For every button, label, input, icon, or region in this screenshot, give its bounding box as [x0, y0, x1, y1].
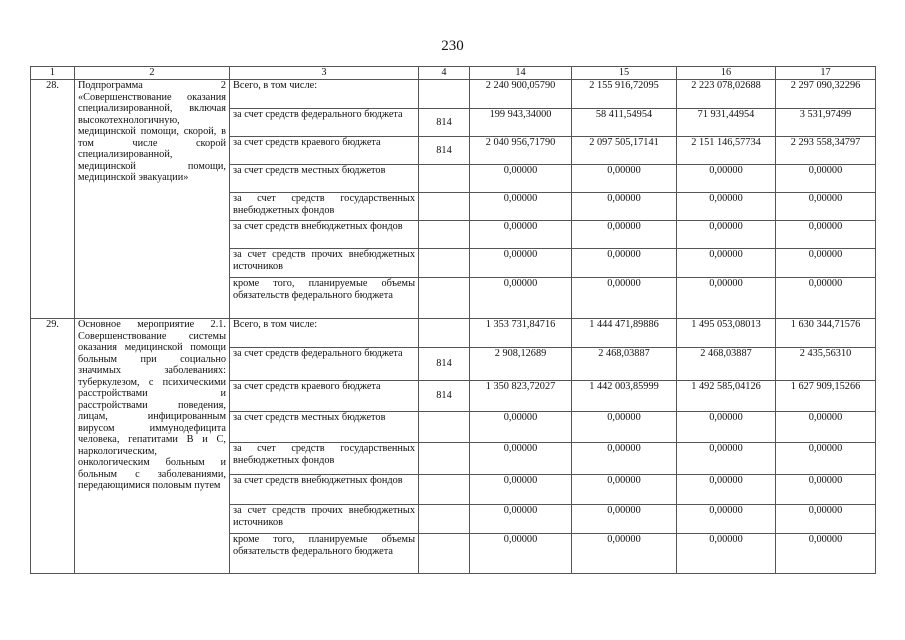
value-cell: 1 492 585,04126 [677, 381, 776, 412]
header-cell: 16 [677, 67, 776, 80]
page-number: 230 [441, 38, 464, 54]
value-cell: 0,00000 [776, 165, 876, 193]
row-number: 28. [31, 80, 75, 319]
value-cell: 0,00000 [776, 278, 876, 319]
program-name: Подпрограмма 2 «Совершенствование оказания специализированной, включая высокотехнологичную, медицинской помощи, скорой, в том числе скорой специализированной, медицинской помощи, медицинской эвакуации» [75, 80, 230, 319]
value-cell: 2 097 505,17141 [572, 137, 677, 165]
value-cell: 1 627 909,15266 [776, 381, 876, 412]
header-cell: 2 [75, 67, 230, 80]
value-cell: 0,00000 [470, 193, 572, 221]
value-cell: 0,00000 [572, 534, 677, 574]
value-cell: 2 223 078,02688 [677, 80, 776, 109]
value-cell: 1 630 344,71576 [776, 319, 876, 348]
funding-source: за счет средств федерального бюджета [230, 348, 419, 381]
budget-code [419, 165, 470, 193]
funding-source: за счет средств государственных внебюджетных фондов [230, 193, 419, 221]
budget-code [419, 221, 470, 249]
value-cell: 0,00000 [572, 221, 677, 249]
value-cell: 2 155 916,72095 [572, 80, 677, 109]
budget-code [419, 193, 470, 221]
header-cell: 17 [776, 67, 876, 80]
value-cell: 2 040 956,71790 [470, 137, 572, 165]
value-cell: 2 297 090,32296 [776, 80, 876, 109]
value-cell: 0,00000 [677, 505, 776, 534]
value-cell: 2 293 558,34797 [776, 137, 876, 165]
budget-code: 814 [419, 137, 470, 165]
value-cell: 2 908,12689 [470, 348, 572, 381]
value-cell: 0,00000 [776, 193, 876, 221]
funding-source: Всего, в том числе: [230, 80, 419, 109]
value-cell: 0,00000 [776, 475, 876, 505]
funding-source: кроме того, планируемые объемы обязательств федерального бюджета [230, 534, 419, 574]
header-cell: 3 [230, 67, 419, 80]
value-cell: 0,00000 [776, 221, 876, 249]
value-cell: 1 350 823,72027 [470, 381, 572, 412]
budget-code [419, 80, 470, 109]
value-cell: 0,00000 [572, 505, 677, 534]
value-cell: 0,00000 [470, 505, 572, 534]
value-cell: 2 468,03887 [572, 348, 677, 381]
value-cell: 1 444 471,89886 [572, 319, 677, 348]
funding-source: за счет средств государственных внебюджетных фондов [230, 443, 419, 475]
value-cell: 0,00000 [470, 475, 572, 505]
value-cell: 0,00000 [677, 475, 776, 505]
header-cell: 15 [572, 67, 677, 80]
value-cell: 0,00000 [677, 412, 776, 443]
value-cell: 0,00000 [677, 534, 776, 574]
value-cell: 0,00000 [572, 412, 677, 443]
value-cell: 2 435,56310 [776, 348, 876, 381]
budget-table [30, 66, 876, 574]
funding-source: за счет средств прочих внебюджетных источников [230, 505, 419, 534]
value-cell: 0,00000 [677, 443, 776, 475]
value-cell: 0,00000 [470, 165, 572, 193]
header-cell: 14 [470, 67, 572, 80]
value-cell: 0,00000 [470, 278, 572, 319]
budget-code [419, 249, 470, 278]
value-cell: 0,00000 [677, 278, 776, 319]
funding-source: за счет средств краевого бюджета [230, 137, 419, 165]
budget-code: 814 [419, 348, 470, 381]
value-cell: 0,00000 [572, 475, 677, 505]
budget-code [419, 475, 470, 505]
value-cell: 2 240 900,05790 [470, 80, 572, 109]
funding-source: за счет средств внебюджетных фондов [230, 221, 419, 249]
funding-source: за счет средств местных бюджетов [230, 165, 419, 193]
value-cell: 0,00000 [776, 534, 876, 574]
value-cell: 0,00000 [677, 221, 776, 249]
header-cell: 4 [419, 67, 470, 80]
header-cell: 1 [31, 67, 75, 80]
program-name: Основное мероприятие 2.1. Совершенствование системы оказания медицинской помощи больным при социально значимых заболеваниях: туберкулезом, с психическими расстройствами и расстройствами поведения, лицам, инфицированным вирусом иммунодефицита человека, гепатитами В и С, наркологическим, онкологическим больным и больным с заболеваниями, передающимися половым путем [75, 319, 230, 574]
value-cell: 1 353 731,84716 [470, 319, 572, 348]
funding-source: за счет средств внебюджетных фондов [230, 475, 419, 505]
value-cell: 0,00000 [572, 443, 677, 475]
budget-code: 814 [419, 109, 470, 137]
value-cell: 3 531,97499 [776, 109, 876, 137]
value-cell: 1 442 003,85999 [572, 381, 677, 412]
value-cell: 0,00000 [470, 534, 572, 574]
value-cell: 0,00000 [776, 249, 876, 278]
funding-source: Всего, в том числе: [230, 319, 419, 348]
value-cell: 0,00000 [776, 412, 876, 443]
row-number: 29. [31, 319, 75, 574]
value-cell: 0,00000 [470, 221, 572, 249]
value-cell: 71 931,44954 [677, 109, 776, 137]
funding-source: за счет средств местных бюджетов [230, 412, 419, 443]
value-cell: 199 943,34000 [470, 109, 572, 137]
table-row [31, 319, 876, 348]
column-number-row [31, 67, 876, 80]
value-cell: 2 151 146,57734 [677, 137, 776, 165]
value-cell: 0,00000 [677, 165, 776, 193]
value-cell: 0,00000 [677, 193, 776, 221]
value-cell: 0,00000 [572, 249, 677, 278]
funding-source: кроме того, планируемые объемы обязательств федерального бюджета [230, 278, 419, 319]
value-cell: 0,00000 [572, 193, 677, 221]
budget-code [419, 505, 470, 534]
funding-source: за счет средств прочих внебюджетных источников [230, 249, 419, 278]
budget-code [419, 319, 470, 348]
budget-code [419, 443, 470, 475]
budget-code [419, 278, 470, 319]
value-cell: 0,00000 [776, 443, 876, 475]
value-cell: 2 468,03887 [677, 348, 776, 381]
funding-source: за счет средств федерального бюджета [230, 109, 419, 137]
budget-code [419, 534, 470, 574]
value-cell: 0,00000 [572, 165, 677, 193]
value-cell: 0,00000 [776, 505, 876, 534]
value-cell: 0,00000 [470, 412, 572, 443]
value-cell: 1 495 053,08013 [677, 319, 776, 348]
funding-source: за счет средств краевого бюджета [230, 381, 419, 412]
budget-code: 814 [419, 381, 470, 412]
table-row [31, 80, 876, 109]
value-cell: 0,00000 [470, 443, 572, 475]
budget-code [419, 412, 470, 443]
value-cell: 58 411,54954 [572, 109, 677, 137]
value-cell: 0,00000 [470, 249, 572, 278]
value-cell: 0,00000 [572, 278, 677, 319]
value-cell: 0,00000 [677, 249, 776, 278]
